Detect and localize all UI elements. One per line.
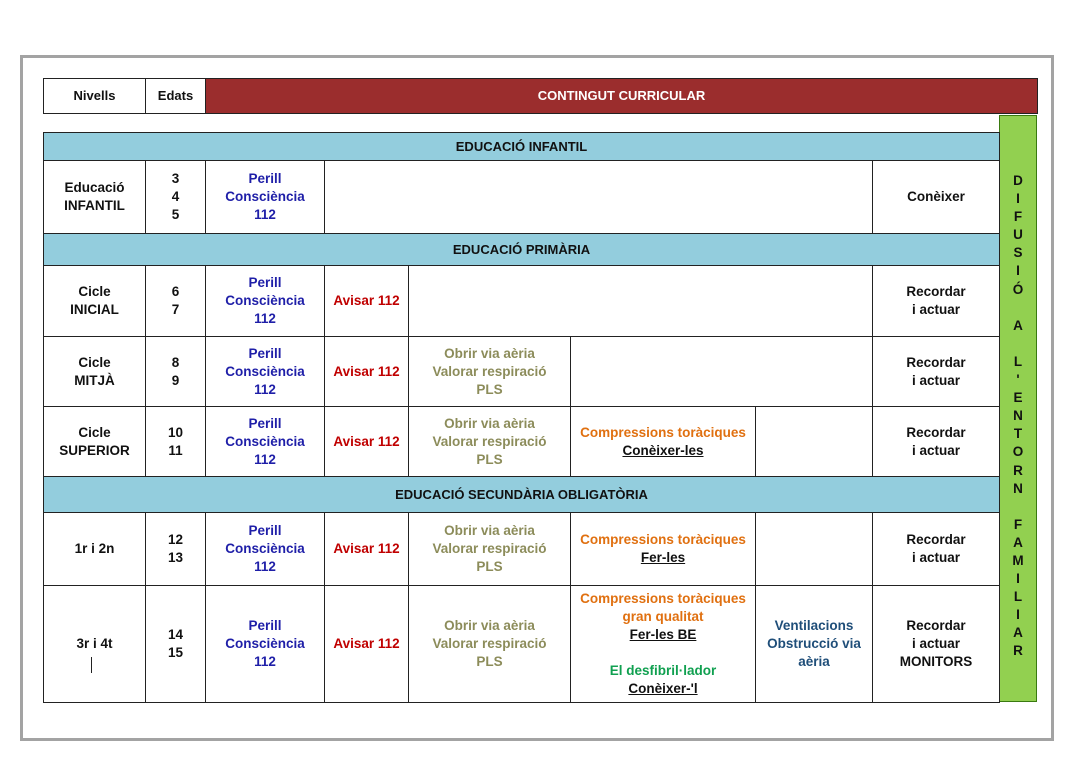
side-letter: L [1013, 353, 1023, 369]
side-letter: N [1013, 480, 1023, 496]
side-letter: D [1013, 173, 1023, 188]
level-cicle-mitja: Cicle MITJÀ [43, 336, 146, 407]
side-letter: I [1016, 263, 1020, 279]
avisar-1r-2n: Avisar 112 [324, 512, 409, 586]
coneixer-infantil: Conèixer [872, 160, 1000, 234]
perill-1r-2n: Perill Consciència 112 [205, 512, 325, 586]
obrir-via-cicle-mitja: Obrir via aèria Valorar respiració PLS [408, 336, 571, 407]
avisar-cicle-inicial: Avisar 112 [324, 265, 409, 337]
ages-1r-2n: 12 13 [145, 512, 206, 586]
empty-cicle-inicial [408, 265, 873, 337]
obrir-via-cicle-superior: Obrir via aèria Valorar respiració PLS [408, 406, 571, 477]
side-letter: F [1013, 516, 1023, 532]
recordar-cicle-mitja: Recordar i actuar [872, 336, 1000, 407]
level-3r-4t: 3r i 4t [43, 585, 146, 703]
header-contingut-curricular: CONTINGUT CURRICULAR [205, 78, 1038, 114]
level-cicle-superior: Cicle SUPERIOR [43, 406, 146, 477]
side-letter: E [1013, 390, 1023, 406]
side-letter: Ó [1012, 281, 1024, 297]
side-letter: R [1013, 643, 1023, 659]
ages-3r-4t: 14 15 [145, 585, 206, 703]
side-letter: T [1013, 426, 1023, 442]
side-letter: I [1016, 607, 1020, 623]
level-cicle-inicial: Cicle INICIAL [43, 265, 146, 337]
empty-cicle-mitja [570, 336, 873, 407]
obrir-via-1r-2n: Obrir via aèria Valorar respiració PLS [408, 512, 571, 586]
side-vertical-text [1000, 172, 1036, 661]
avisar-cicle-superior: Avisar 112 [324, 406, 409, 477]
difusio-entorn-familiar-column [999, 115, 1037, 702]
header-edats: Edats [145, 78, 206, 114]
level-educacio-infantil: Educació INFANTIL [43, 160, 146, 234]
perill-infantil: Perill Consciència 112 [205, 160, 325, 234]
side-letter: I [1016, 191, 1020, 207]
section-educacio-infantil: EDUCACIÓ INFANTIL [43, 132, 1000, 161]
section-educacio-primaria: EDUCACIÓ PRIMÀRIA [43, 233, 1000, 266]
ages-infantil: 3 4 5 [145, 160, 206, 234]
side-letter: L [1013, 589, 1023, 605]
side-letter: A [1013, 534, 1023, 550]
recordar-1r-2n: Recordar i actuar [872, 512, 1000, 586]
empty-cicle-superior [755, 406, 873, 477]
perill-3r-4t: Perill Consciència 112 [205, 585, 325, 703]
obrir-via-3r-4t: Obrir via aèria Valorar respiració PLS [408, 585, 571, 703]
ages-cicle-superior: 10 11 [145, 406, 206, 477]
recordar-3r-4t: Recordar i actuar MONITORS [872, 585, 1000, 703]
side-letter: I [1016, 571, 1020, 587]
side-letter: A [1013, 317, 1023, 333]
side-letter: ' [1016, 372, 1020, 388]
avisar-3r-4t: Avisar 112 [324, 585, 409, 703]
compressions-cicle-superior: Compressions toràciques Conèixer-les [570, 406, 756, 477]
side-letter: N [1013, 408, 1023, 424]
perill-cicle-superior: Perill Consciència 112 [205, 406, 325, 477]
side-letter: F [1013, 209, 1023, 225]
side-letter: S [1013, 245, 1023, 261]
side-letter: M [1012, 552, 1024, 568]
side-letter: U [1013, 227, 1023, 243]
compressions-1r-2n: Compressions toràciques Fer-les [570, 512, 756, 586]
perill-cicle-inicial: Perill Consciència 112 [205, 265, 325, 337]
recordar-cicle-inicial: Recordar i actuar [872, 265, 1000, 337]
side-letter: O [1012, 444, 1024, 460]
header-nivells: Nivells [43, 78, 146, 114]
section-educacio-secundaria: EDUCACIÓ SECUNDÀRIA OBLIGATÒRIA [43, 476, 1000, 513]
ventilacions-3r-4t: Ventilacions Obstrucció via aèria [755, 585, 873, 703]
perill-cicle-mitja: Perill Consciència 112 [205, 336, 325, 407]
ages-cicle-inicial: 6 7 [145, 265, 206, 337]
ages-cicle-mitja: 8 9 [145, 336, 206, 407]
empty-1r-2n [755, 512, 873, 586]
avisar-cicle-mitja: Avisar 112 [324, 336, 409, 407]
level-1r-2n: 1r i 2n [43, 512, 146, 586]
side-letter: A [1013, 625, 1023, 641]
recordar-cicle-superior: Recordar i actuar [872, 406, 1000, 477]
empty-infantil [324, 160, 873, 234]
side-letter: R [1013, 462, 1023, 478]
compressions-3r-4t: Compressions toràciques gran qualitat Fer-les BE El desfibril·lador Conèixer-'l [570, 585, 756, 703]
text-cursor [91, 657, 92, 673]
